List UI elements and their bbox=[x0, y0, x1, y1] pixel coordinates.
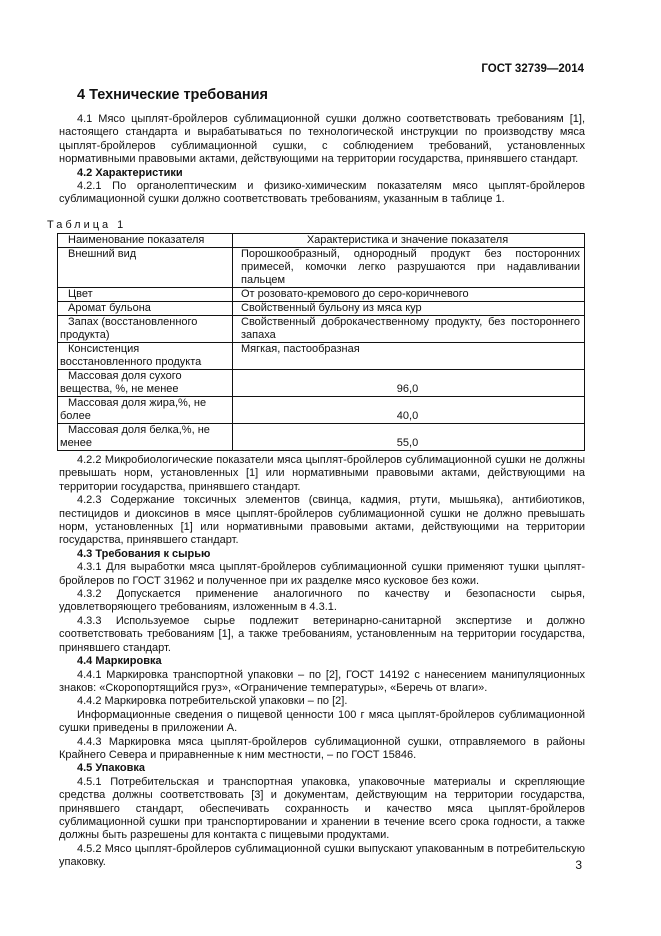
subsection-heading: 4.2 Характеристики bbox=[77, 166, 183, 179]
indicator-name: Массовая доля сухого вещества, %, не менее bbox=[60, 370, 182, 395]
indicator-value-cell: Свойственный бульону из мяса кур bbox=[233, 302, 585, 316]
indicator-name: Запах (восстановленного продукта) bbox=[60, 316, 198, 341]
indicator-name-cell bbox=[58, 302, 233, 316]
indicator-name: Аромат бульона bbox=[68, 302, 151, 314]
table-row bbox=[58, 343, 585, 370]
indicator-name-cell bbox=[58, 370, 233, 397]
column-header: Характеристика и значение показателя bbox=[233, 234, 585, 248]
paragraph: 4.2.1 По органолептическим и физико-химическим показателям мясо цыплят-бройлеров сублимационной сушки должно соответствовать требованиям, указанным в таблице 1. bbox=[59, 180, 585, 206]
indicator-name-cell bbox=[58, 343, 233, 370]
subsection-heading: 4.4 Маркировка bbox=[77, 655, 162, 668]
table-row bbox=[58, 288, 585, 302]
paragraph: 4.3.1 Для выработки мяса цыплят-бройлеров сублимационной сушки применяют тушки цыплят-бройлеров по ГОСТ 31962 и полученное при их разделке мясо кусковое без кожи. bbox=[59, 561, 585, 587]
table-row bbox=[58, 316, 585, 343]
table-row bbox=[58, 248, 585, 288]
page-number: 3 bbox=[575, 858, 582, 872]
text-block-intro bbox=[59, 113, 585, 207]
indicator-value-cell: 96,0 bbox=[233, 370, 585, 397]
paragraph: 4.3.2 Допускается применение аналогичного по качеству и безопасности сырья, удовлетворяющего требованиям, изложенным в 4.3.1. bbox=[59, 588, 585, 614]
indicator-name: Консистенция восстановленного продукта bbox=[60, 343, 202, 368]
indicator-value-cell: Свойственный доброкачественному продукту, без постороннего запаха bbox=[233, 316, 585, 343]
table-row bbox=[58, 397, 585, 424]
paragraph: 4.5.2 Мясо цыплят-бройлеров сублимационной сушки выпускают упакованным в потребительскую упаковку. bbox=[59, 842, 585, 869]
text-block-main bbox=[59, 454, 585, 870]
indicator-value-cell: 40,0 bbox=[233, 397, 585, 424]
paragraph: 4.4.3 Маркировка мяса цыплят-бройлеров сублимационной сушки, отправляемого в районы Крайнего Севера и приравненные к ним местности, – по ГОСТ 15846. bbox=[59, 735, 585, 761]
table-row bbox=[58, 302, 585, 316]
indicator-name-cell bbox=[58, 316, 233, 343]
table-row bbox=[58, 370, 585, 397]
indicator-name: Массовая доля жира,%, не более bbox=[60, 397, 207, 422]
subsection-heading: 4.5 Упаковка bbox=[77, 762, 145, 775]
paragraph: Информационные сведения о пищевой ценности 100 г мяса цыплят-бройлеров сублимационной сушки приведены в приложении А. bbox=[59, 708, 585, 735]
section-title: 4 Технические требования bbox=[77, 87, 269, 103]
paragraph: 4.2.3 Содержание токсичных элементов (свинца, кадмия, ртути, мышьяка), антибиотиков, пестицидов и диоксинов в мясе цыплят-бройлеров сублимационной сушки не должно превышать норм, установленных [1] или нормативными правовыми актами, действующими на территории государства, принявшего стандарт. bbox=[59, 494, 585, 547]
paragraph: 4.4.1 Маркировка транспортной упаковки – по [2], ГОСТ 14192 с нанесением манипуляционных знаков: «Скоропортящийся груз», «Ограничение температуры», «Беречь от влаги». bbox=[59, 668, 585, 694]
indicator-name-cell bbox=[58, 288, 233, 302]
indicator-name: Массовая доля белка,%, не менее bbox=[60, 424, 210, 449]
indicator-name-cell bbox=[58, 424, 233, 451]
indicator-name-cell bbox=[58, 248, 233, 288]
indicator-value-cell: 55,0 bbox=[233, 424, 585, 451]
table-caption: Таблица 1 bbox=[47, 219, 127, 231]
paragraph: 4.2.2 Микробиологические показатели мяса цыплят-бройлеров сублимационной сушки не должны превышать норм, установленных [1] или нормативными правовыми актами, действующими на территории государства, принявшего стандарт. bbox=[59, 454, 585, 493]
indicator-name-cell bbox=[58, 397, 233, 424]
paragraph: 4.5.1 Потребительская и транспортная упаковка, упаковочные материалы и скрепляющие средства должны соответствовать [3] и документам, действующим на территории государства, принявшего стандарт, обеспечивать сохранность и качество мяса цыплят-бройлеров сублимационной сушки при транспортировании и хранении в течение всего срока годности, а также должны быть разрешены для контакта с пищевыми продуктами. bbox=[59, 775, 585, 842]
paragraph: 4.3.3 Используемое сырье подлежит ветеринарно-санитарной экспертизе и должно соответствовать требованиям [1], а также требованиям, установленным на территории государства, принявшего стандарт. bbox=[59, 614, 585, 654]
indicator-value-cell: Мягкая, пастообразная bbox=[233, 343, 585, 370]
indicator-name: Внешний вид bbox=[68, 248, 137, 260]
document-code: ГОСТ 32739—2014 bbox=[481, 63, 584, 75]
indicator-name: Цвет bbox=[68, 288, 93, 300]
indicator-value-cell: Порошкообразный, однородный продукт без посторонних примесей, комочки легко разрушаются при надавливании пальцем bbox=[233, 248, 585, 288]
paragraph: 4.4.2 Маркировка потребительской упаковки – по [2]. bbox=[77, 695, 348, 708]
requirements-table bbox=[57, 233, 585, 451]
table-row bbox=[58, 424, 585, 451]
indicator-value-cell: От розовато-кремового до серо-коричневого bbox=[233, 288, 585, 302]
subsection-heading: 4.3 Требования к сырью bbox=[77, 547, 211, 560]
column-header: Наименование показателя bbox=[58, 234, 233, 248]
paragraph: 4.1 Мясо цыплят-бройлеров сублимационной сушки должно соответствовать требованиям [1], настоящего стандарта и вырабатываться по технологической инструкции по производству мяса цыплят-бройлеров сублимационной сушки, с соблюдением требований, установленных нормативными правовыми актами, действующими на территории государства, принявшего стандарт. bbox=[59, 113, 585, 166]
table-header-row bbox=[58, 234, 585, 248]
